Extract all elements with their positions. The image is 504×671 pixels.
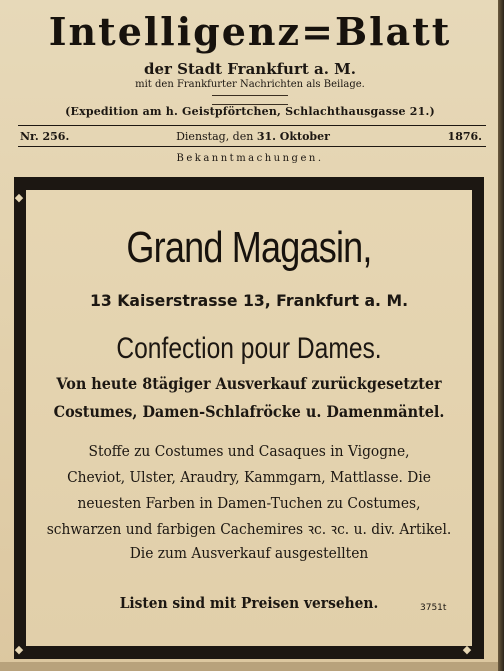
frame-ornament-icon: ◆ (462, 643, 472, 656)
header-rule-bottom (18, 146, 486, 147)
issue-day-month: 31. Oktober (256, 130, 330, 143)
ad-address: 13 Kaiserstrasse 13, Frankfurt a. M. (89, 291, 409, 310)
ad-reference-code: 3751t (420, 603, 447, 613)
ad-title: Grand Magasin, (126, 223, 372, 272)
ad-line: Stoffe zu Costumes und Casaques in Vigogne, (88, 442, 410, 460)
ad-line: Cheviot, Ulster, Araudry, Kammgarn, Mattlasse. Die (67, 468, 431, 486)
ad-line: schwarzen und farbigen Cachemires ꝛc. ꝛc. u. div. Artikel. (46, 520, 452, 538)
masthead-expedition: (Expedition am h. Geistpförtchen, Schlachthausgasse 21.) (65, 105, 435, 118)
frame-ornament-icon: ◆ (14, 643, 24, 656)
issue-weekday: Dienstag, den (176, 130, 254, 143)
ad-subtitle: Confection pour Dames. (116, 332, 382, 365)
page-bottom-edge (0, 662, 500, 671)
issue-line (20, 129, 486, 145)
ad-line: neuesten Farben in Damen-Tuchen zu Costumes, (77, 494, 421, 512)
ad-line: Von heute 8tägiger Ausverkauf zurückgesetzter (56, 374, 442, 393)
header-rule-top (18, 125, 486, 126)
masthead-subtitle: der Stadt Frankfurt a. M. (144, 60, 356, 78)
section-heading: Bekanntmachungen. (176, 153, 324, 164)
binding-shadow (498, 0, 504, 671)
masthead-supplement: mit den Frankfurter Nachrichten als Beilage. (135, 79, 365, 90)
masthead-title: Intelligenz=Blatt (48, 9, 452, 54)
ad-line: Listen sind mit Preisen versehen. (119, 594, 379, 612)
issue-number: Nr. 256. (20, 130, 70, 143)
issue-year: 1876. (447, 130, 482, 143)
frame-ornament-icon: ◆ (462, 191, 472, 204)
frame-ornament-icon: ◆ (14, 191, 24, 204)
ad-line: Die zum Ausverkauf ausgestellten (129, 544, 369, 562)
ad-line: Costumes, Damen-Schlafröcke u. Damenmäntel. (53, 402, 445, 421)
ornament-divider (212, 95, 288, 105)
issue-date (20, 129, 486, 145)
